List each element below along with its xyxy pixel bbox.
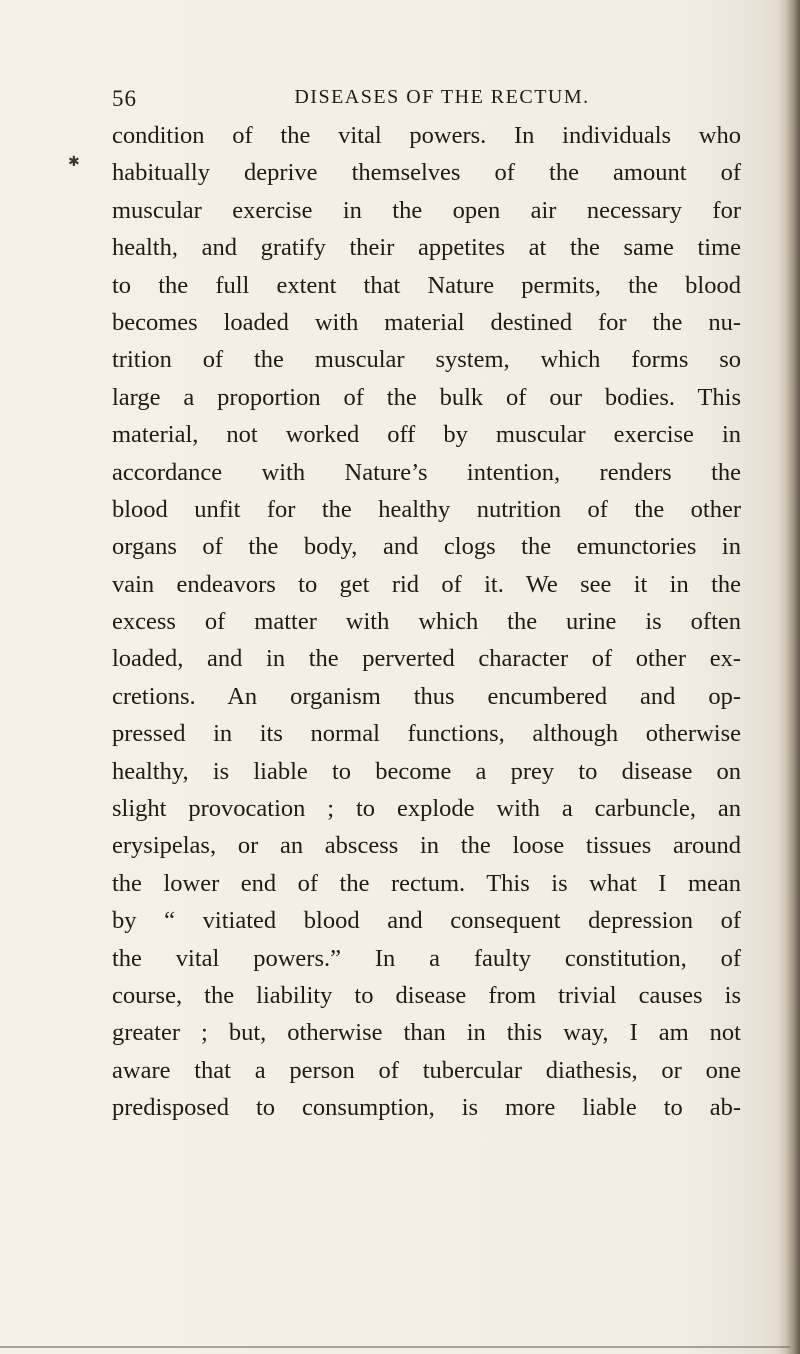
text-line: healthy, is liable to become a prey to disease on <box>112 757 741 785</box>
text-line: material, not worked off by muscular exercise in <box>112 421 741 449</box>
text-line: habitually deprive themselves of the amount of <box>112 159 741 187</box>
page-number: 56 <box>112 86 137 111</box>
text-line: large a proportion of the bulk of our bodies. This <box>112 383 741 411</box>
text-line: the lower end of the rectum. This is what I mean <box>112 869 741 897</box>
text-line: vain endeavors to get rid of it. We see it in the <box>112 570 741 598</box>
text-line: health, and gratify their appetites at the same time <box>112 234 741 262</box>
text-line: erysipelas, or an abscess in the loose tissues around <box>112 832 741 860</box>
text-line: pressed in its normal functions, although otherwise <box>112 720 741 748</box>
running-head: DISEASES OF THE RECTUM. <box>294 86 590 108</box>
page-header <box>112 86 752 116</box>
text-line: to the full extent that Nature permits, the blood <box>112 271 741 299</box>
text-line: loaded, and in the perverted character of other ex- <box>112 645 741 673</box>
text-line: excess of matter with which the urine is often <box>112 608 741 636</box>
page-binding-edge <box>778 0 800 1354</box>
text-line: muscular exercise in the open air necessary for <box>112 196 741 224</box>
body-text <box>112 117 741 1127</box>
text-line: blood unfit for the healthy nutrition of the other <box>112 495 741 523</box>
page-bottom-edge <box>0 1346 790 1348</box>
text-line: aware that a person of tubercular diathesis, or one <box>112 1056 741 1084</box>
text-line: accordance with Nature’s intention, renders the <box>112 458 741 486</box>
text-line: greater ; but, otherwise than in this way, I am not <box>112 1019 741 1047</box>
text-line: becomes loaded with material destined for the nu- <box>112 308 741 336</box>
text-line: slight provocation ; to explode with a carbuncle, an <box>112 795 741 823</box>
text-line: cretions. An organism thus encumbered and op- <box>112 682 741 710</box>
text-line: organs of the body, and clogs the emunctories in <box>112 533 741 561</box>
margin-mark-icon: ✱ <box>68 154 80 170</box>
text-line: course, the liability to disease from trivial causes is <box>112 981 741 1009</box>
text-line: predisposed to consumption, is more liable to ab- <box>112 1094 741 1122</box>
text-line: the vital powers.” In a faulty constitution, of <box>112 944 741 972</box>
text-line: trition of the muscular system, which forms so <box>112 346 741 374</box>
text-line: by “ vitiated blood and consequent depression of <box>112 907 741 935</box>
text-line: condition of the vital powers. In individuals who <box>112 122 741 149</box>
